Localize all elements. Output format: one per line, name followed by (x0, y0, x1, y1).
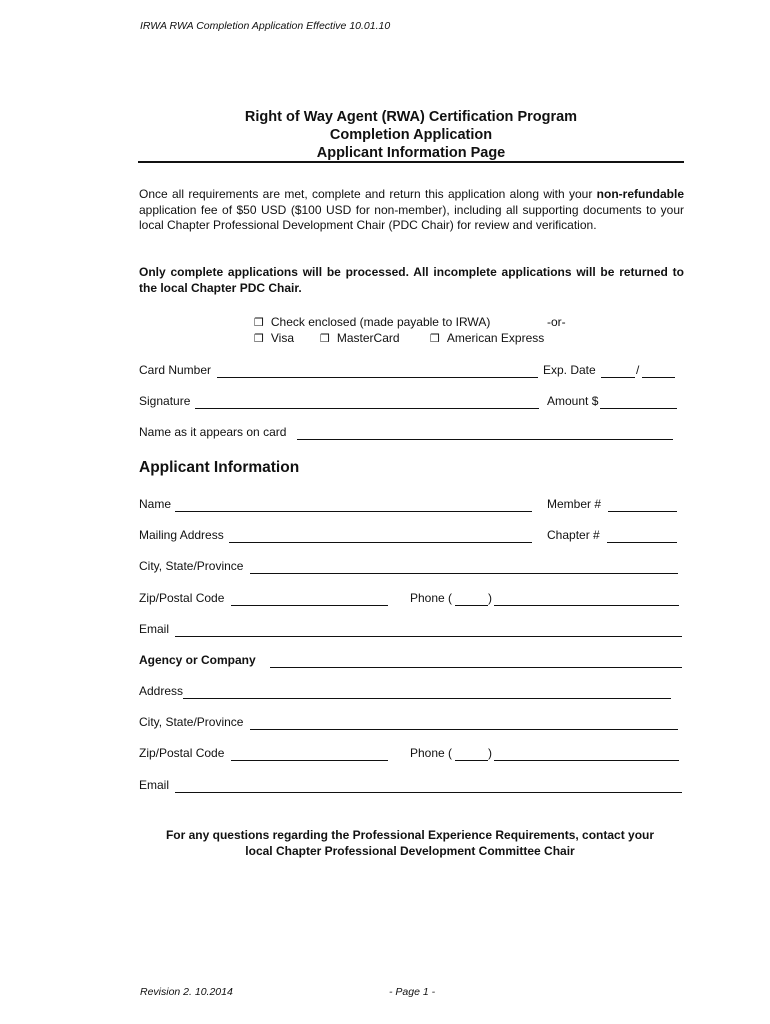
city-state-field[interactable] (250, 573, 678, 574)
name-field[interactable] (175, 511, 532, 512)
checkbox-icon[interactable]: ❒ (254, 317, 264, 329)
agency-phone-area-code-field[interactable] (455, 760, 488, 761)
visa-label: Visa (270, 331, 295, 345)
agency-address-field[interactable] (183, 698, 671, 699)
phone-label: Phone ( (410, 591, 453, 605)
agency-email-field[interactable] (175, 792, 682, 793)
agency-company-label: Agency or Company (139, 653, 256, 667)
agency-city-state-field[interactable] (250, 729, 678, 730)
checkbox-icon[interactable]: ❒ (430, 333, 440, 345)
applicant-info-heading: Applicant Information (139, 459, 300, 476)
exp-year-field[interactable] (642, 377, 675, 378)
title-line-3: Applicant Information Page (316, 145, 506, 161)
email-field[interactable] (175, 636, 682, 637)
mastercard-label: MasterCard (336, 331, 400, 345)
signature-label: Signature (139, 394, 191, 408)
zip-code-label: Zip/Postal Code (139, 591, 225, 605)
agency-zip-code-field[interactable] (231, 760, 388, 761)
exp-date-label: Exp. Date (543, 363, 596, 377)
questions-note-line-1: For any questions regarding the Professional Experience Requirements, contact your (165, 828, 655, 842)
chapter-number-field[interactable] (607, 542, 677, 543)
checkbox-icon[interactable]: ❒ (320, 333, 330, 345)
title-line-2: Completion Application (329, 127, 493, 143)
checkbox-icon[interactable]: ❒ (254, 333, 264, 345)
check-option[interactable] (254, 315, 490, 329)
card-number-field[interactable] (217, 377, 538, 378)
agency-zip-code-label: Zip/Postal Code (139, 746, 225, 760)
phone-number-field[interactable] (494, 605, 679, 606)
agency-phone-label: Phone ( (410, 746, 453, 760)
agency-email-label: Email (139, 778, 170, 792)
amount-field[interactable] (600, 408, 677, 409)
signature-field[interactable] (195, 408, 539, 409)
agency-address-label: Address (139, 684, 184, 698)
exp-month-field[interactable] (601, 377, 635, 378)
page-number: - Page 1 - (389, 986, 436, 998)
exp-date-separator: / (636, 363, 640, 377)
visa-option[interactable] (254, 331, 294, 345)
member-number-field[interactable] (608, 511, 677, 512)
revision-note: Revision 2. 10.2014 (140, 986, 233, 998)
card-number-label: Card Number (139, 363, 212, 377)
mastercard-option[interactable] (320, 331, 400, 345)
phone-close-paren: ) (488, 591, 492, 605)
city-state-label: City, State/Province (139, 559, 244, 573)
intro-paragraph (139, 187, 684, 234)
agency-phone-close-paren: ) (488, 746, 492, 760)
chapter-number-label: Chapter # (547, 528, 600, 542)
amex-label: American Express (446, 331, 545, 345)
amex-option[interactable] (430, 331, 544, 345)
intro-bold-text: non-refundable (596, 187, 684, 201)
member-number-label: Member # (547, 497, 602, 511)
questions-note-line-2: local Chapter Professional Development Committee Chair (245, 844, 575, 858)
name-on-card-label: Name as it appears on card (139, 425, 287, 439)
mailing-address-field[interactable] (229, 542, 532, 543)
email-label: Email (139, 622, 170, 636)
intro-text-1: Once all requirements are met, complete and return this application along with your (139, 187, 597, 201)
agency-city-state-label: City, State/Province (139, 715, 244, 729)
check-enclosed-label: Check enclosed (made payable to IRWA) (270, 315, 491, 329)
title-line-1: Right of Way Agent (RWA) Certification Program (244, 109, 578, 125)
header-note: IRWA RWA Completion Application Effective 10.01.10 (140, 20, 391, 32)
mailing-address-label: Mailing Address (139, 528, 224, 542)
amount-label: Amount $ (547, 394, 599, 408)
zip-code-field[interactable] (231, 605, 388, 606)
title-divider (138, 161, 684, 163)
or-label: -or- (547, 315, 566, 329)
agency-company-field[interactable] (270, 667, 682, 668)
incomplete-notice: Only complete applications will be processed. All incomplete applications will be returned to the local Chapter PDC Chair. (139, 265, 684, 295)
intro-text-2: application fee of $50 USD ($100 USD for non-member), including all supporting documents to your local Chapter Professional Development Chair (PDC Chair) for review and verification. (139, 202, 684, 232)
name-on-card-field[interactable] (297, 439, 673, 440)
agency-phone-number-field[interactable] (494, 760, 679, 761)
name-label: Name (139, 497, 172, 511)
phone-area-code-field[interactable] (455, 605, 488, 606)
